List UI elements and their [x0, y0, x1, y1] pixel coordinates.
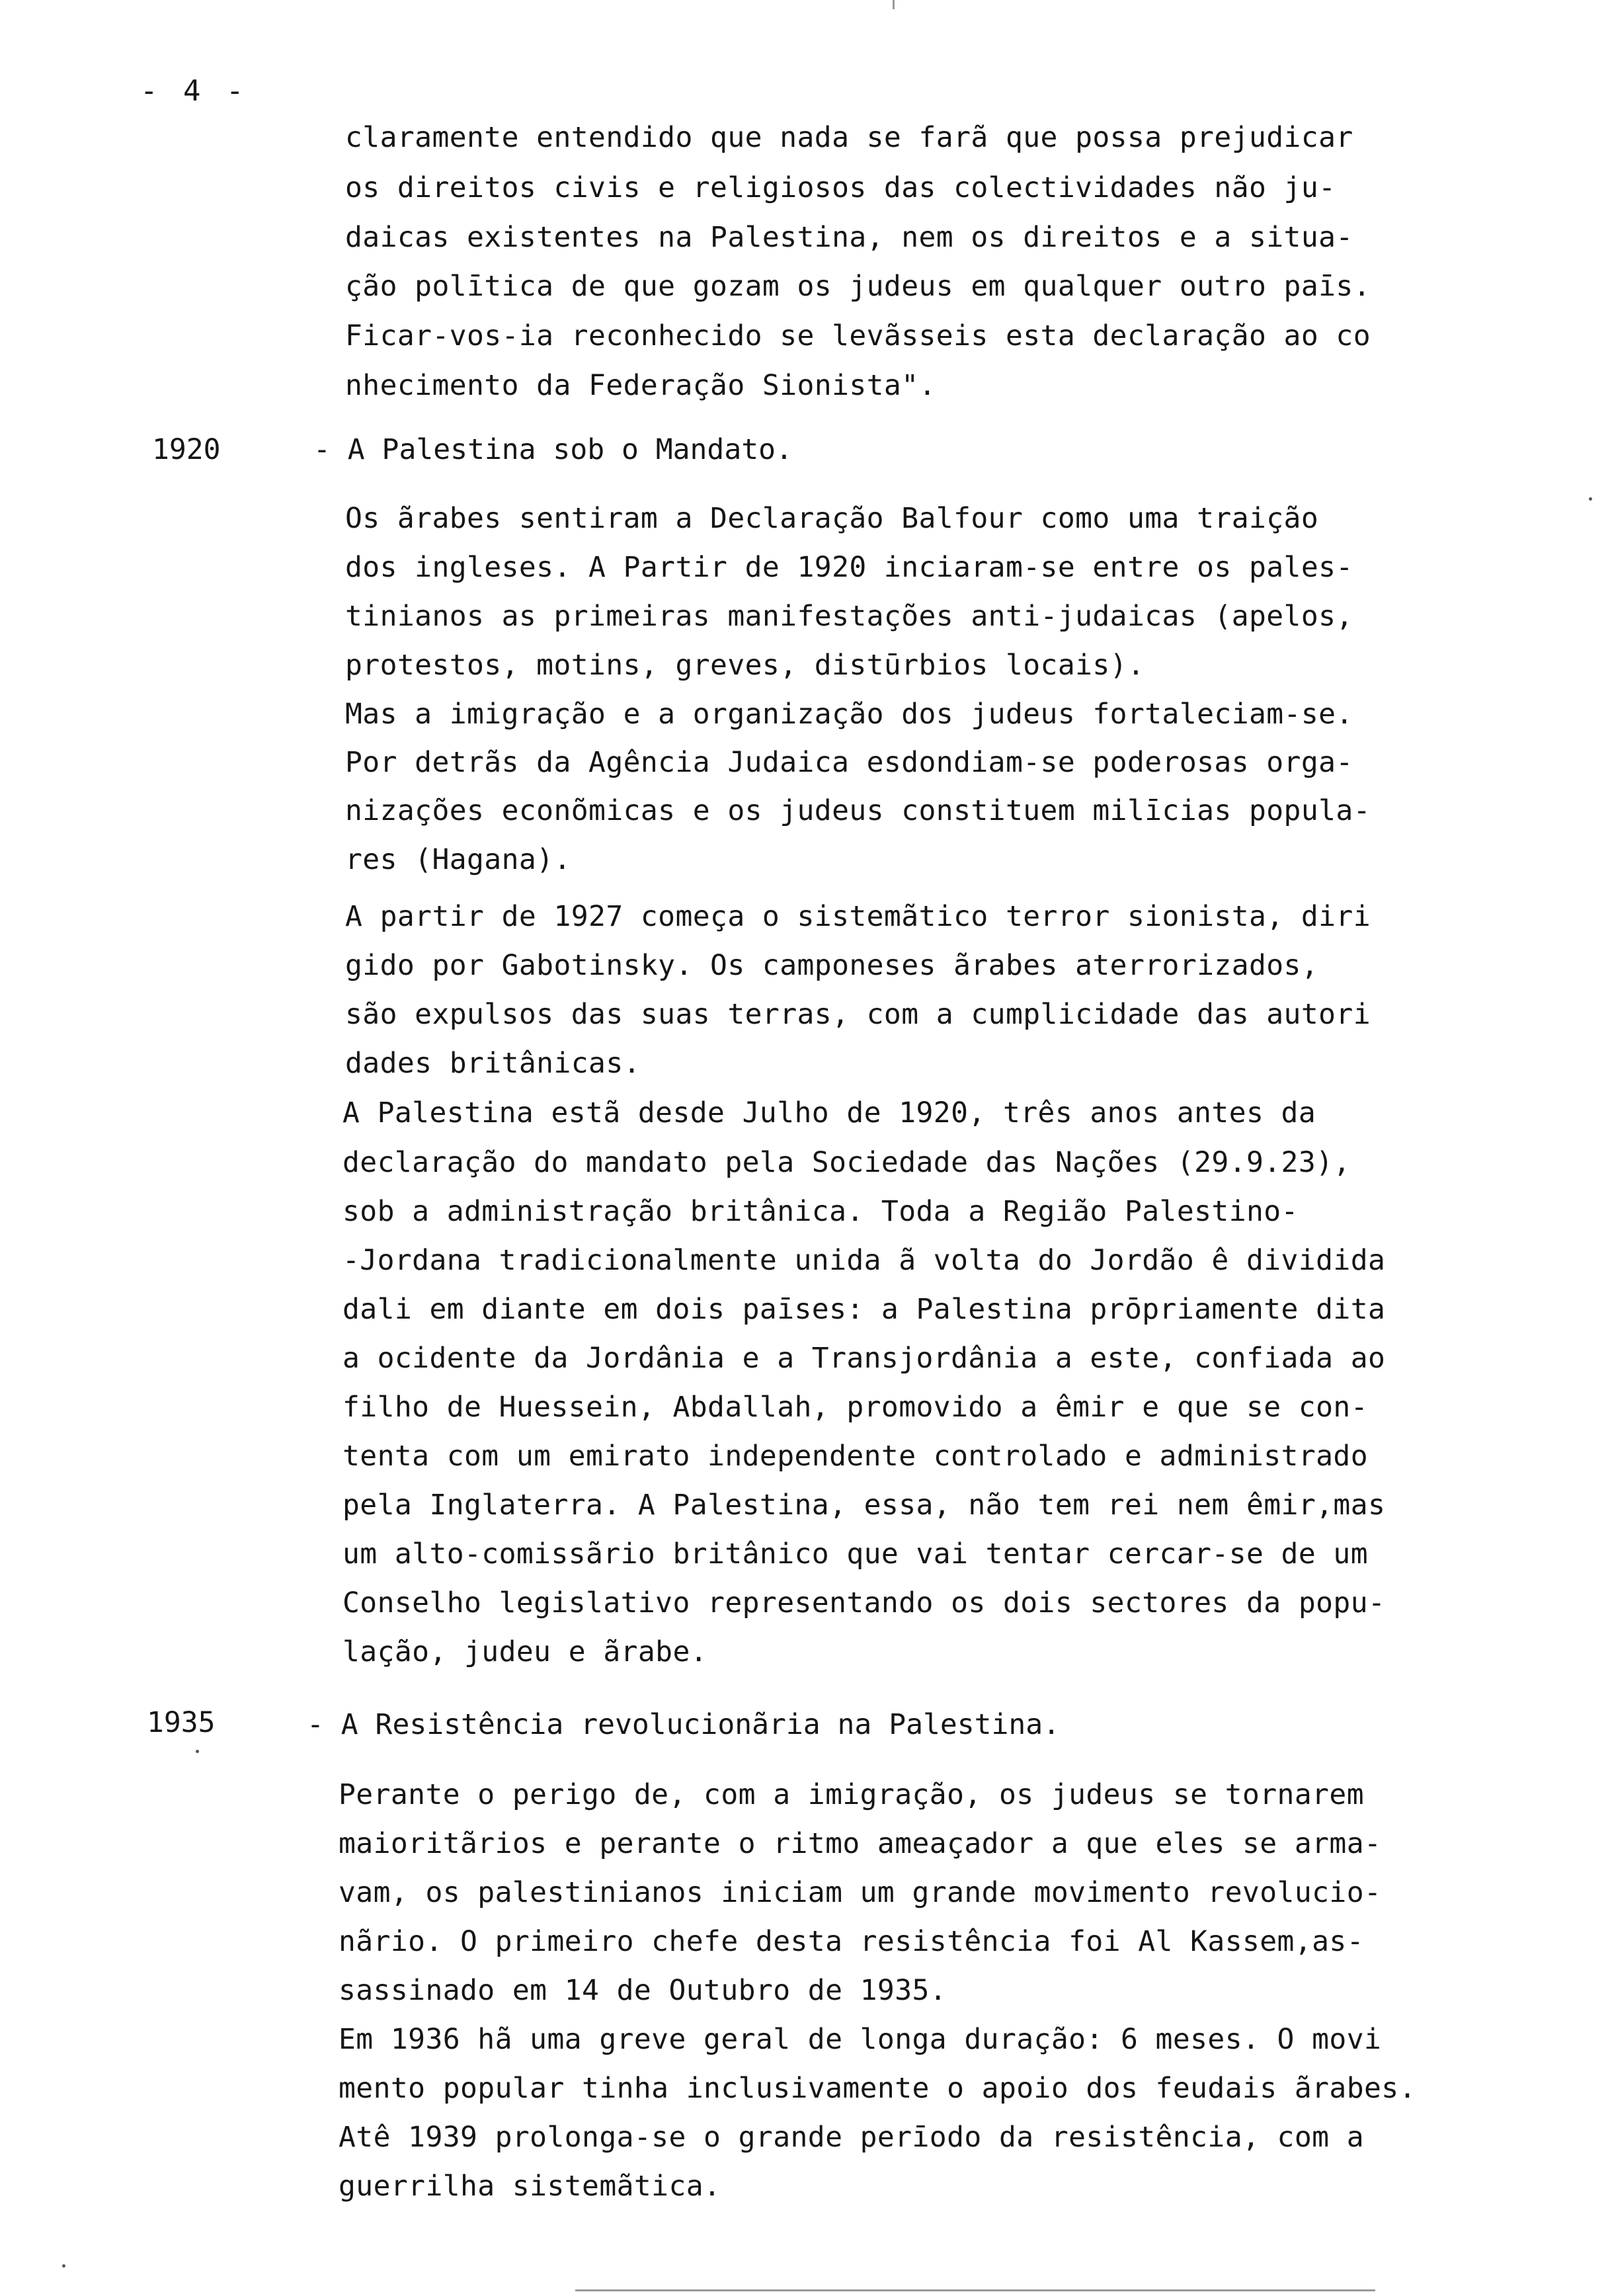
intro-line: os direitos civis e religiosos das colectividades não ju- — [345, 171, 1336, 204]
body-line: Mas a imigração e a organização dos judeus fortaleciam-se. — [345, 698, 1353, 731]
body-line: a ocidente da Jordânia e a Transjordânia a este, confiada ao — [342, 1342, 1386, 1375]
body-line: guerrilha sistemãtica. — [339, 2170, 721, 2203]
body-line: são expulsos das suas terras, com a cumplicidade das autori — [345, 998, 1371, 1031]
body-line: -Jordana tradicionalmente unida ã volta do Jordão ê dividida — [342, 1244, 1386, 1277]
body-line: sob a administração britânica. Toda a Região Palestino- — [342, 1195, 1299, 1228]
body-line: pela Inglaterra. A Palestina, essa, não tem rei nem êmir,mas — [342, 1489, 1386, 1522]
top-scan-mark — [893, 0, 895, 9]
body-line: nãrio. O primeiro chefe desta resistência foi Al Kassem,as- — [339, 1925, 1365, 1958]
heading-1920: - A Palestina sob o Mandato. — [313, 433, 793, 466]
body-line: A partir de 1927 começa o sistemãtico terror sionista, diri — [345, 900, 1371, 933]
body-line: protestos, motins, greves, distūrbios locais). — [345, 649, 1145, 682]
body-line: A Palestina estã desde Julho de 1920, três anos antes da — [342, 1096, 1316, 1129]
body-line: Por detrãs da Agência Judaica esdondiam-se poderosas orga- — [345, 746, 1353, 779]
body-line: sassinado em 14 de Outubro de 1935. — [339, 1974, 947, 2007]
heading-1935: - A Resistência revolucionãria na Palestina. — [307, 1708, 1061, 1741]
bottom-scan-edge — [575, 2289, 1375, 2291]
body-line: tinianos as primeiras manifestações anti-judaicas (apelos, — [345, 600, 1353, 633]
body-line: vam, os palestinianos iniciam um grande movimento revolucio- — [339, 1876, 1382, 1909]
body-line: tenta com um emirato independente controlado e administrado — [342, 1440, 1369, 1473]
body-line: Os ãrabes sentiram a Declaração Balfour como uma traição — [345, 502, 1319, 535]
body-line: um alto-comissãrio britânico que vai tentar cercar-se de um — [342, 1538, 1369, 1571]
scan-speck — [196, 1750, 199, 1753]
year-1935: 1935 — [147, 1706, 216, 1739]
year-1920: 1920 — [152, 433, 221, 466]
body-line: res (Hagana). — [345, 843, 571, 876]
body-line: lação, judeu e ãrabe. — [342, 1635, 708, 1668]
body-line: maioritãrios e perante o ritmo ameaçador a que eles se arma- — [339, 1827, 1382, 1860]
scan-speck — [62, 2264, 65, 2268]
body-line: dos ingleses. A Partir de 1920 inciaram-se entre os pales- — [345, 551, 1353, 584]
intro-line: Ficar-vos-ia reconhecido se levãsseis esta declaração ao co — [345, 319, 1371, 352]
body-line: filho de Huessein, Abdallah, promovido a êmir e que se con- — [342, 1391, 1369, 1424]
scan-speck — [1589, 497, 1592, 501]
page-number: - 4 - — [140, 74, 248, 108]
body-line: mento popular tinha inclusivamente o apoio dos feudais ãrabes. — [339, 2072, 1416, 2105]
body-line: declaração do mandato pela Sociedade das Nações (29.9.23), — [342, 1146, 1351, 1179]
body-line: dades britânicas. — [345, 1047, 641, 1080]
body-line: gido por Gabotinsky. Os camponeses ãrabes aterrorizados, — [345, 949, 1319, 982]
intro-line: ção polītica de que gozam os judeus em qualquer outro paīs. — [345, 270, 1371, 303]
body-line: Conselho legislativo representando os dois sectores da popu- — [342, 1586, 1386, 1620]
body-line: Atê 1939 prolonga-se o grande perīodo da resistência, com a — [339, 2121, 1365, 2154]
body-line: dali em diante em dois paīses: a Palestina prōpriamente dita — [342, 1293, 1386, 1326]
body-line: Em 1936 hã uma greve geral de longa duração: 6 meses. O movi — [339, 2023, 1382, 2056]
intro-line: claramente entendido que nada se farã que possa prejudicar — [345, 121, 1353, 154]
body-line: nizações econõmicas e os judeus constituem milīcias popula- — [345, 794, 1371, 827]
body-line: Perante o perigo de, com a imigração, os judeus se tornarem — [339, 1778, 1365, 1811]
intro-line: nhecimento da Federação Sionista". — [345, 369, 936, 402]
intro-line: daicas existentes na Palestina, nem os direitos e a situa- — [345, 221, 1353, 254]
